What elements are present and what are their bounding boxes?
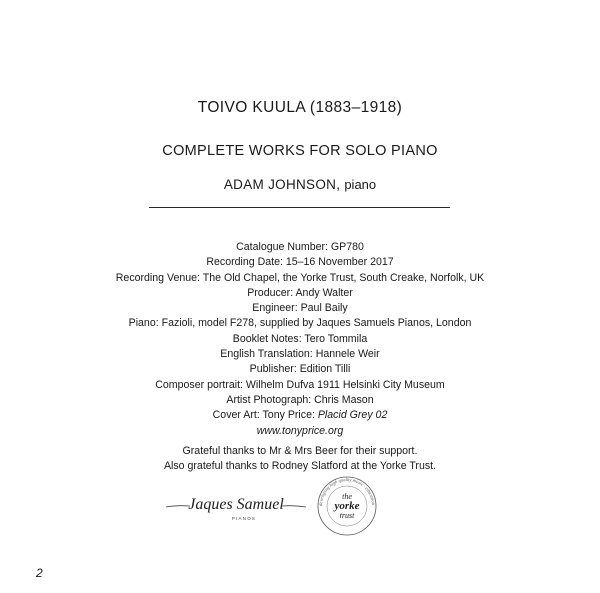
jaques-samuel-wordmark: Jaques Samuel — [188, 496, 284, 513]
artist-photograph: Artist Photograph: Chris Mason — [226, 393, 374, 406]
recording-date: Recording Date: 15–16 November 2017 — [206, 256, 394, 269]
yorke-trust-ring-text: developing high quality music · education — [317, 476, 376, 507]
cover-art — [0, 408, 600, 423]
cover-art-label: Cover Art: Tony Price: — [212, 409, 318, 422]
thanks-line-1: Grateful thanks to Mr & Mrs Beer for their support. — [182, 445, 418, 457]
acknowledgements — [0, 444, 600, 475]
yorke-trust-the: the — [342, 492, 352, 501]
recording-venue: Recording Venue: The Old Chapel, the Yorke Trust, South Creake, Norfolk, UK — [115, 271, 485, 284]
divider-rule — [149, 207, 450, 208]
performer-line — [0, 177, 600, 192]
jaques-samuel-subtitle: PIANOS — [231, 516, 257, 521]
composer-heading: TOIVO KUULA (1883–1918) — [197, 99, 403, 116]
piano-credit: Piano: Fazioli, model F278, supplied by Jaques Samuels Pianos, London — [128, 317, 472, 330]
yorke-trust-logo — [316, 475, 378, 537]
producer: Producer: Andy Walter — [247, 286, 353, 299]
yorke-trust-trust: trust — [339, 511, 355, 520]
website-link[interactable]: www.tonyprice.org — [256, 424, 344, 437]
booklet-notes: Booklet Notes: Tero Tommila — [232, 332, 368, 345]
logo-swash-right — [282, 506, 306, 507]
engineer: Engineer: Paul Baily — [252, 302, 348, 315]
page-number: 2 — [36, 566, 43, 580]
yorke-trust-yorke: yorke — [334, 500, 360, 512]
performer-name: ADAM JOHNSON, — [223, 177, 341, 192]
thanks-line-2: Also grateful thanks to Rodney Slatford at the Yorke Trust. — [163, 460, 437, 473]
publisher: Publisher: Edition Tilli — [249, 363, 351, 376]
logo-swash-left — [166, 506, 190, 507]
catalogue-number: Catalogue Number: GP780 — [236, 241, 364, 253]
composer-portrait: Composer portrait: Wilhelm Dufva 1911 Helsinki City Museum — [155, 378, 445, 391]
credits-block — [0, 240, 600, 439]
english-translation: English Translation: Hannele Weir — [220, 348, 380, 361]
cover-art-title: Placid Grey 02 — [317, 409, 388, 422]
performer-instrument: piano — [344, 177, 377, 192]
album-title: COMPLETE WORKS FOR SOLO PIANO — [162, 143, 438, 159]
jaques-samuel-logo — [164, 487, 308, 525]
